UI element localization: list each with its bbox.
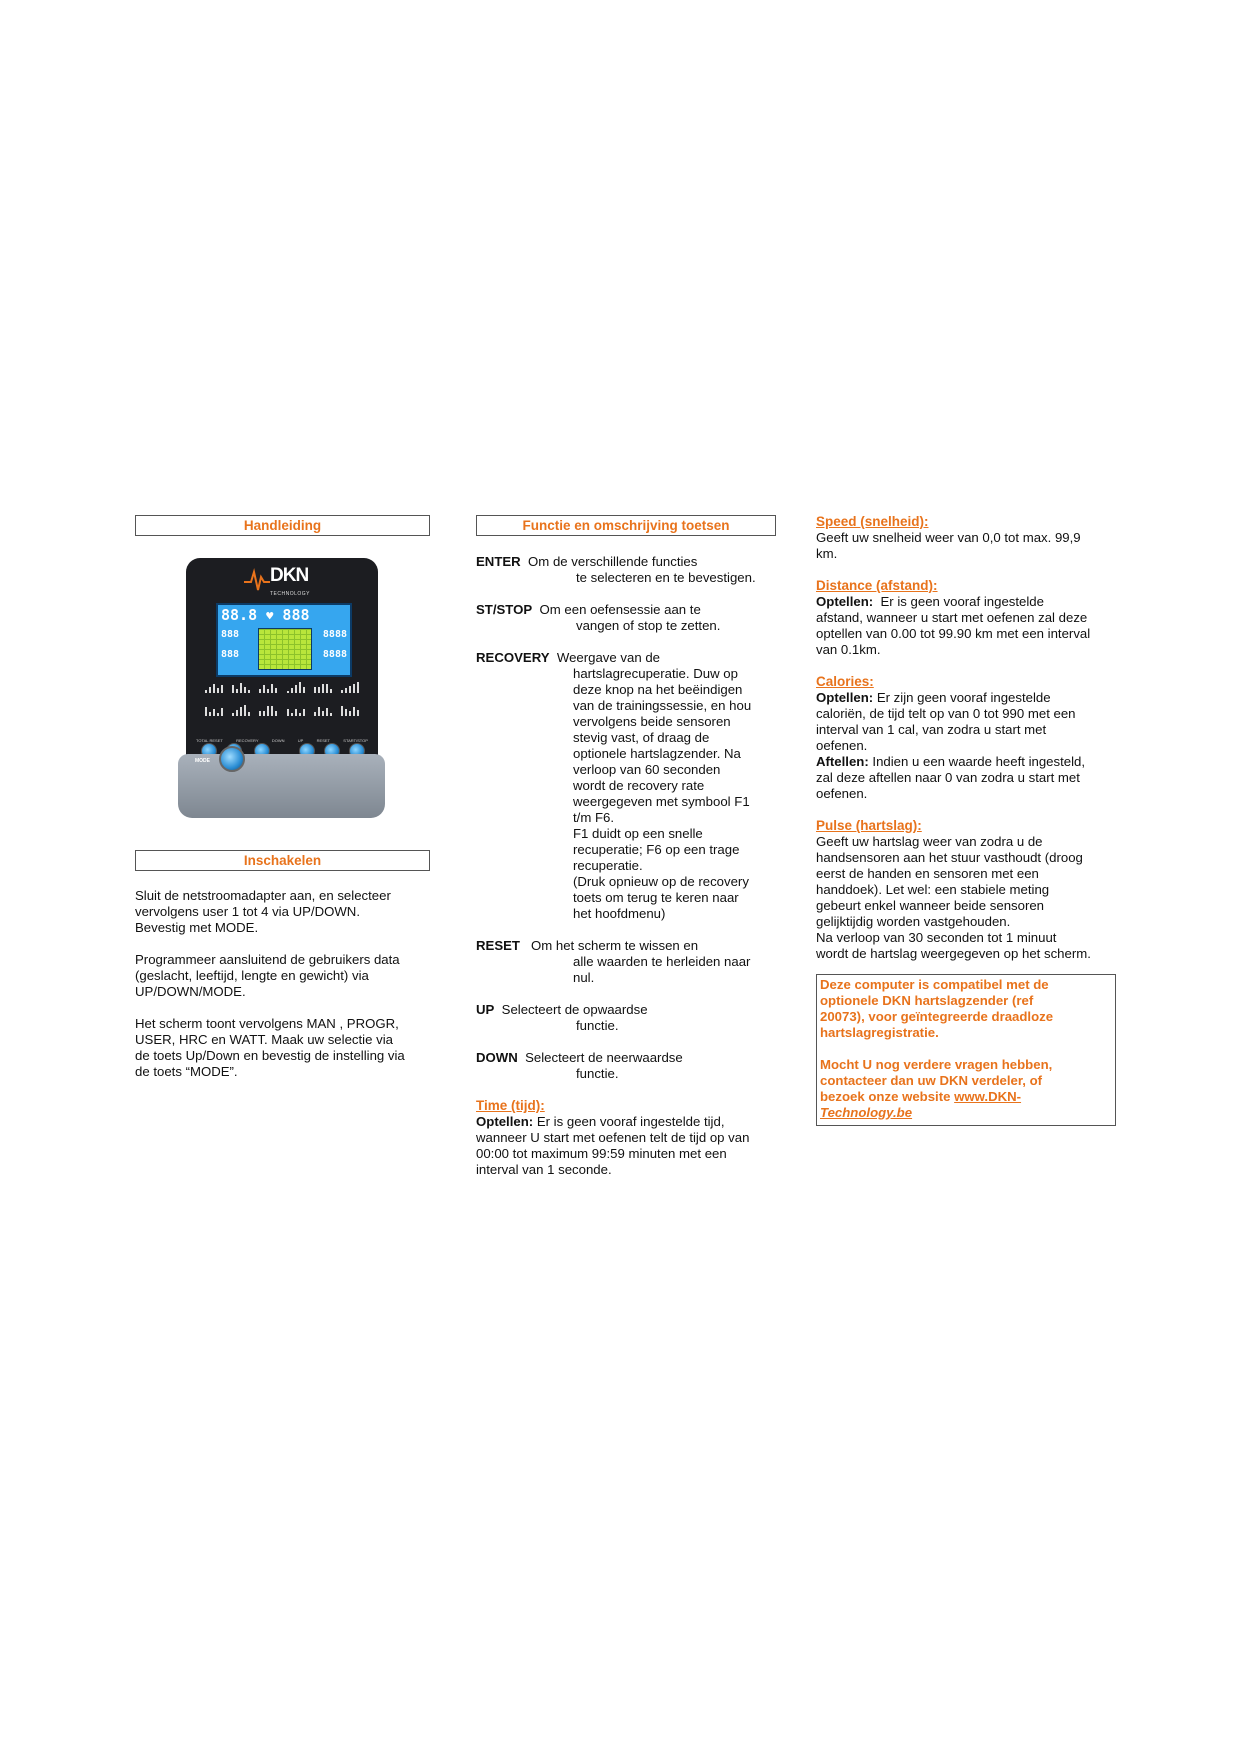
section-heading-inschakelen: Inschakelen: [135, 850, 430, 871]
profile-icon: [204, 680, 226, 694]
key-entry-down: DOWN Selecteert de neerwaardse functie.: [476, 1050, 776, 1082]
profile-icon: [231, 703, 253, 717]
website-link-part1[interactable]: www.DKN-: [954, 1089, 1022, 1104]
lcd-display: [216, 603, 352, 677]
profile-icon: [313, 680, 335, 694]
label-up: UP: [297, 738, 304, 743]
label-total-reset: TOTAL RESET: [196, 738, 223, 743]
mode-label: MODE: [195, 758, 210, 764]
pulse-section: Pulse (hartslag): Geeft uw hartslag weer van zodra u de handsensoren aan het stuur vasthoudt (droog eerst de handen en sensoren met een handdoek). Let wel: een stabiele meting gebeurt enkel wanneer beide sensoren gelijktijdig worden vastgehouden. Na verloop van 30 seconden tot 1 minuut wordt de hartslag weergegeven op het scherm.: [816, 818, 1116, 962]
time-text: Optellen: Er is geen vooraf ingestelde tijd, wanneer U start met oefenen telt de tijd op van 00:00 tot maximum 99:59 minuten met een interval van 1 seconde.: [476, 1114, 750, 1177]
logo-subtext: TECHNOLOGY: [270, 591, 311, 597]
calories-heading: Calories:: [816, 674, 874, 689]
program-profiles-row-2: [204, 703, 362, 717]
key-entry-recovery: RECOVERY Weergave van de hartslagrecuperatie. Duw op deze knop na het beëindigen van de trainingssessie, en hou vervolgens beide sensoren stevig vast, of draag de optionele hartslagzender. Na verloop van 60 seconden wordt de recovery rate weergegeven met symbool F1 t/m F6. F1 duidt op een snelle recuperatie; F6 op een trage recuperatie. (Druk opnieuw op de recovery toets om terug te keren naar het hoofdmenu): [476, 650, 776, 922]
lcd-right-digits-2: 8888: [322, 649, 347, 660]
paragraph: Programmeer aansluitend de gebruikers data (geslacht, leeftijd, lengte en gewicht) via UP/DOWN/MODE.: [135, 952, 400, 999]
key-description: functie.: [576, 1066, 619, 1081]
key-entry-st-stop: ST/STOP Om een oefensessie aan te vangen of stop te zetten.: [476, 602, 776, 634]
profile-icon: [258, 680, 280, 694]
profile-icon: [204, 703, 226, 717]
profile-icon: [340, 680, 362, 694]
profile-icon: [286, 703, 308, 717]
info-compatibility: Deze computer is compatibel met de optionele DKN hartslagzender (ref 20073), voor geïntegreerde draadloze hartslagregistratie.: [820, 977, 1054, 1040]
lcd-pulse-digits: 888: [282, 606, 310, 624]
lcd-top-readout: [221, 607, 347, 624]
lcd-left-digits-1: 888: [221, 629, 240, 640]
lcd-profile-grid: [258, 628, 312, 670]
console-illustration: [135, 548, 430, 848]
dkn-logo: [244, 565, 324, 597]
column-functies: [476, 515, 776, 1178]
key-description: functie.: [576, 1018, 619, 1033]
distance-section: Distance (afstand): Optellen: Er is geen vooraf ingestelde afstand, wanneer u start met oefenen zal deze optellen van 0.00 tot 99.90 km met een interval van 0.1km.: [816, 578, 1116, 658]
info-box: [816, 974, 1116, 1126]
time-heading: Time (tijd):: [476, 1098, 545, 1113]
calories-section: Calories: Optellen: Er zijn geen vooraf ingestelde caloriën, de tijd telt op van 0 tot 990 met een interval van 1 cal, van zodra u start met oefenen. Aftellen: Indien u een waarde heeft ingesteld, zal deze aftellen naar 0 van zodra u start met oefenen.: [816, 674, 1116, 802]
pulse-heading: Pulse (hartslag):: [816, 818, 922, 833]
lcd-left-digits-2: 888: [221, 649, 240, 660]
key-entry-enter: ENTER Om de verschillende functies te selecteren en te bevestigen.: [476, 554, 776, 586]
label-start-stop: START/STOP: [343, 738, 368, 743]
key-name: ENTER: [476, 554, 521, 569]
lcd-main-digits: 88.8: [221, 606, 258, 624]
console-panel: [186, 558, 378, 768]
key-entry-up: UP Selecteert de opwaardse functie.: [476, 1002, 776, 1034]
key-name: RESET: [476, 938, 520, 953]
info-contact: Mocht U nog verdere vragen hebben, contacteer dan uw DKN verdeler, of bezoek onze website www.DKN- Technology.be: [820, 1057, 1053, 1120]
profile-icon: [286, 680, 308, 694]
column-handleiding: [135, 515, 430, 1080]
lcd-right-digits-1: 8888: [322, 629, 347, 640]
key-description-list: [476, 554, 776, 1082]
profile-icon: [313, 703, 335, 717]
label-reset: RESET: [316, 738, 330, 743]
time-section: [476, 1098, 776, 1178]
distance-heading: Distance (afstand):: [816, 578, 938, 593]
key-description: alle waarden te herleiden naar nul.: [573, 954, 751, 985]
lcd-left-readouts: [221, 629, 239, 661]
speed-section: Speed (snelheid): Geeft uw snelheid weer van 0,0 tot max. 99,9 km.: [816, 514, 1116, 562]
paragraph: Het scherm toont vervolgens MAN , PROGR, USER, HRC en WATT. Maak uw selectie via de toets Up/Down en bevestig de instelling via de toets “MODE”.: [135, 1016, 405, 1079]
heart-icon: ♥: [266, 609, 274, 623]
profile-icon: [340, 703, 362, 717]
paragraph: Sluit de netstroomadapter aan, en selecteer vervolgens user 1 tot 4 via UP/DOWN. Bevestig met MODE.: [135, 888, 391, 935]
column-metingen: [816, 514, 1116, 1126]
key-description: hartslagrecuperatie. Duw op deze knop na het beëindigen van de trainingssessie, en hou vervolgens beide sensoren stevig vast, of draag de optionele hartslagzender. Na verloop van 60 seconden wordt de recovery rate weergegeven met symbool F1 t/m F6. F1 duidt op een snelle recuperatie; F6 op een trage recuperatie. (Druk opnieuw op de recovery toets om terug te keren naar het hoofdmenu): [573, 666, 752, 921]
speed-heading: Speed (snelheid):: [816, 514, 929, 529]
logo-text: DKN: [270, 565, 309, 586]
profile-icon: [231, 680, 253, 694]
key-name: UP: [476, 1002, 495, 1017]
program-profiles-row-1: [204, 680, 362, 694]
section-heading-functies: Functie en omschrijving toetsen: [476, 515, 776, 536]
section-heading-handleiding: Handleiding: [135, 515, 430, 536]
label-down: DOWN: [271, 738, 285, 743]
mode-button: [219, 746, 245, 772]
lcd-right-readouts: [323, 629, 347, 661]
profile-icon: [258, 703, 280, 717]
key-name: ST/STOP: [476, 602, 533, 617]
key-entry-reset: RESET Om het scherm te wissen en alle waarden te herleiden naar nul.: [476, 938, 776, 986]
label-recovery: RECOVERY: [236, 738, 259, 743]
website-link-part2[interactable]: Technology.be: [820, 1105, 913, 1120]
key-description: vangen of stop te zetten.: [576, 618, 721, 633]
key-name: RECOVERY: [476, 650, 550, 665]
key-description: te selecteren en te bevestigen.: [576, 570, 756, 585]
pulse-logo-icon: [244, 568, 270, 592]
key-name: DOWN: [476, 1050, 518, 1065]
inschakelen-text: [135, 888, 430, 1080]
